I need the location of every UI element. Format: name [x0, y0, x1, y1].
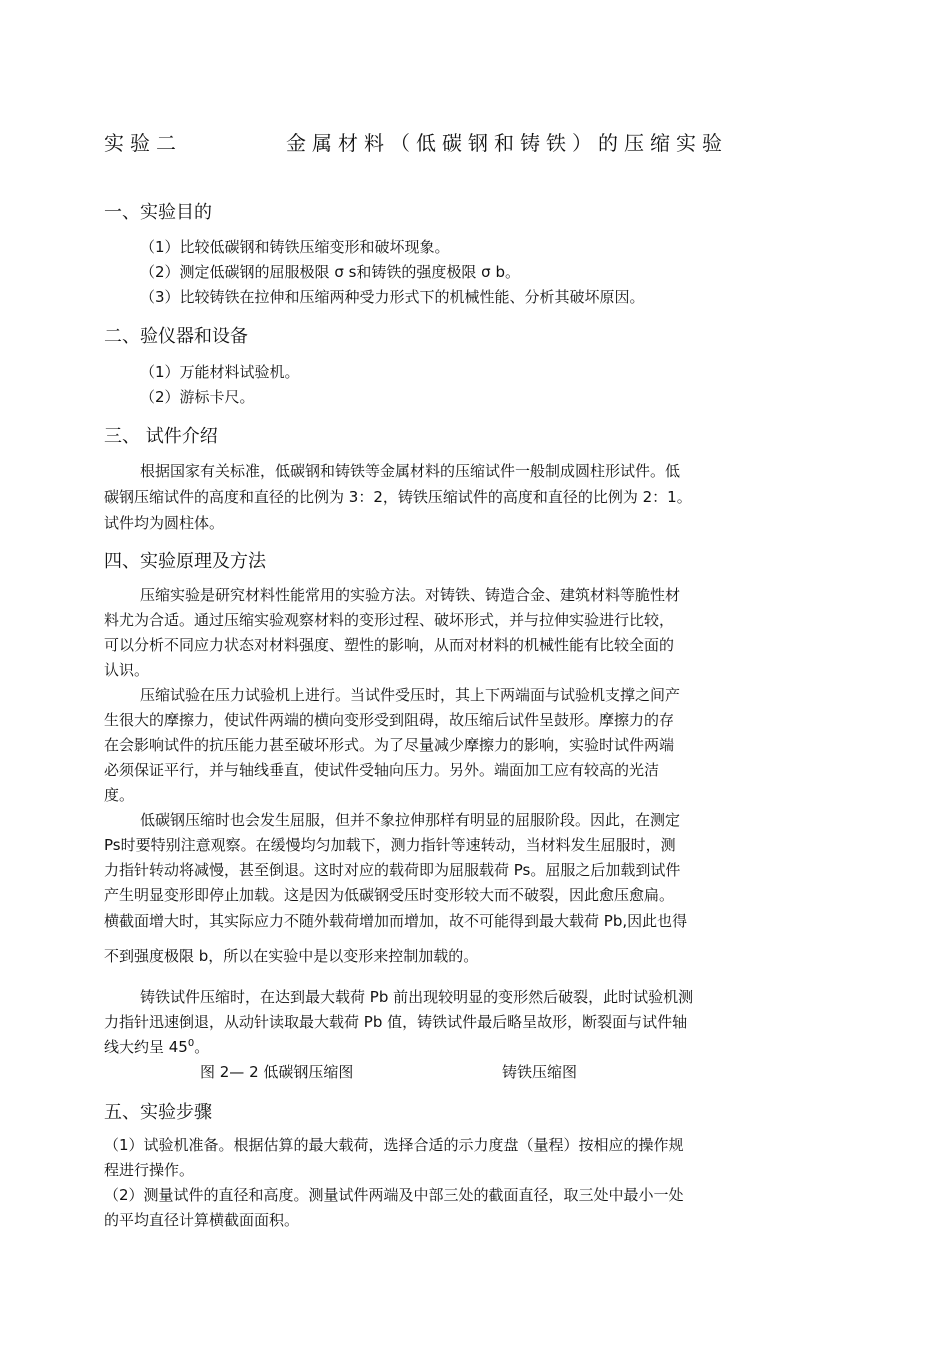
- degree-superscript: 0: [187, 1038, 195, 1049]
- s3-line-1: 根据国家有关标准，低碳钢和铸铁等金属材料的压缩试件一般制成圆柱形试件。低: [140, 462, 681, 480]
- s4-p1-line-2: 料尤为合适。通过压缩实验观察材料的变形过程、破坏形式，并与拉伸实验进行比较，: [104, 611, 675, 629]
- s4-p2-line-5: 度。: [104, 786, 135, 804]
- s4-p1-line-1: 压缩实验是研究材料性能常用的实验方法。对铸铁、铸造合金、建筑材料等脆性材: [140, 586, 681, 604]
- s4-p3-line-1: 低碳钢压缩时也会发生屈服，但并不象拉伸那样有明显的屈服阶段。因此，在测定: [140, 811, 681, 829]
- section-3-heading: 三、 试件介绍: [104, 426, 218, 447]
- s5-line-3: （2）测量试件的直径和高度。测量试件两端及中部三处的截面直径，取三处中最小一处: [104, 1186, 684, 1204]
- s4-p2-line-3: 在会影响试件的抗压能力甚至破坏形式。为了尽量减少摩擦力的影响，实验时试件两端: [104, 736, 675, 754]
- s4-p4-line-3-text: 线大约呈 45: [104, 1038, 188, 1056]
- s4-p4-line-1: 铸铁试件压缩时，在达到最大载荷 Pb 前出现较明显的变形然后破裂，此时试验机测: [140, 988, 694, 1006]
- figure-caption-right: 铸铁压缩图: [502, 1063, 578, 1081]
- s3-line-3: 试件均为圆柱体。: [104, 514, 225, 532]
- s4-p2-line-1: 压缩试验在压力试验机上进行。当试件受压时，其上下两端面与试验机支撑之间产: [140, 686, 681, 704]
- s4-p4-line-3: [104, 1036, 209, 1057]
- s1-item-1: （1）比较低碳钢和铸铁压缩变形和破坏现象。: [140, 238, 450, 256]
- section-5-heading: 五、实验步骤: [104, 1102, 212, 1123]
- section-4-heading: 四、实验原理及方法: [104, 551, 266, 572]
- s2-item-2: （2）游标卡尺。: [140, 388, 255, 406]
- s4-p4-line-3-end: 。: [194, 1038, 210, 1056]
- s5-line-2: 程进行操作。: [104, 1161, 195, 1179]
- section-1-heading: 一、实验目的: [104, 202, 212, 223]
- section-2-heading: 二、验仪器和设备: [104, 326, 248, 347]
- s3-line-2: 碳钢压缩试件的高度和直径的比例为 3：2，铸铁压缩试件的高度和直径的比例为 2：1。: [104, 488, 692, 506]
- s4-p1-line-4: 认识。: [104, 661, 150, 679]
- s5-line-4: 的平均直径计算横截面面积。: [104, 1211, 300, 1229]
- s4-p3-line-5: 横截面增大时，其实际应力不随外载荷增加而增加，故不可能得到最大载荷 Pb,因此也得: [104, 912, 688, 930]
- s4-p3-line-6: 不到强度极限 b，所以在实验中是以变形来控制加载的。: [104, 947, 479, 965]
- s4-p1-line-3: 可以分析不同应力状态对材料强度、塑性的影响，从而对材料的机械性能有比较全面的: [104, 636, 675, 654]
- s1-item-3: （3）比较铸铁在拉伸和压缩两种受力形式下的机械性能、分析其破坏原因。: [140, 288, 645, 306]
- figure-caption-left: 图 2— 2 低碳钢压缩图: [200, 1063, 354, 1081]
- title-left: 实验二: [104, 131, 182, 155]
- s1-item-2: （2）测定低碳钢的屈服极限 σ s和铸铁的强度极限 σ b。: [140, 263, 520, 281]
- s4-p3-line-3: 力指针转动将减慢，甚至倒退。这时对应的载荷即为屈服载荷 Ps。屈服之后加载到试件: [104, 861, 681, 879]
- s4-p3-line-2: Ps时要特别注意观察。在缓慢均匀加载下，测力指针等速转动，当材料发生屈服时，测: [104, 836, 676, 854]
- s4-p2-line-2: 生很大的摩擦力，使试件两端的横向变形受到阻碍，故压缩后试件呈鼓形。摩擦力的存: [104, 711, 675, 729]
- s5-line-1: （1）试验机准备。根据估算的最大载荷，选择合适的示力度盘（量程）按相应的操作规: [104, 1136, 684, 1154]
- title-right: 金属材料（低碳钢和铸铁）的压缩实验: [286, 131, 728, 155]
- s2-item-1: （1）万能材料试验机。: [140, 363, 300, 381]
- s4-p2-line-4: 必须保证平行，并与轴线垂直，使试件受轴向压力。另外。端面加工应有较高的光洁: [104, 761, 660, 779]
- s4-p4-line-2: 力指针迅速倒退，从动针读取最大载荷 Pb 值，铸铁试件最后略呈故形，断裂面与试件轴: [104, 1013, 688, 1031]
- s4-p3-line-4: 产生明显变形即停止加载。这是因为低碳钢受压时变形较大而不破裂，因此愈压愈扁。: [104, 886, 675, 904]
